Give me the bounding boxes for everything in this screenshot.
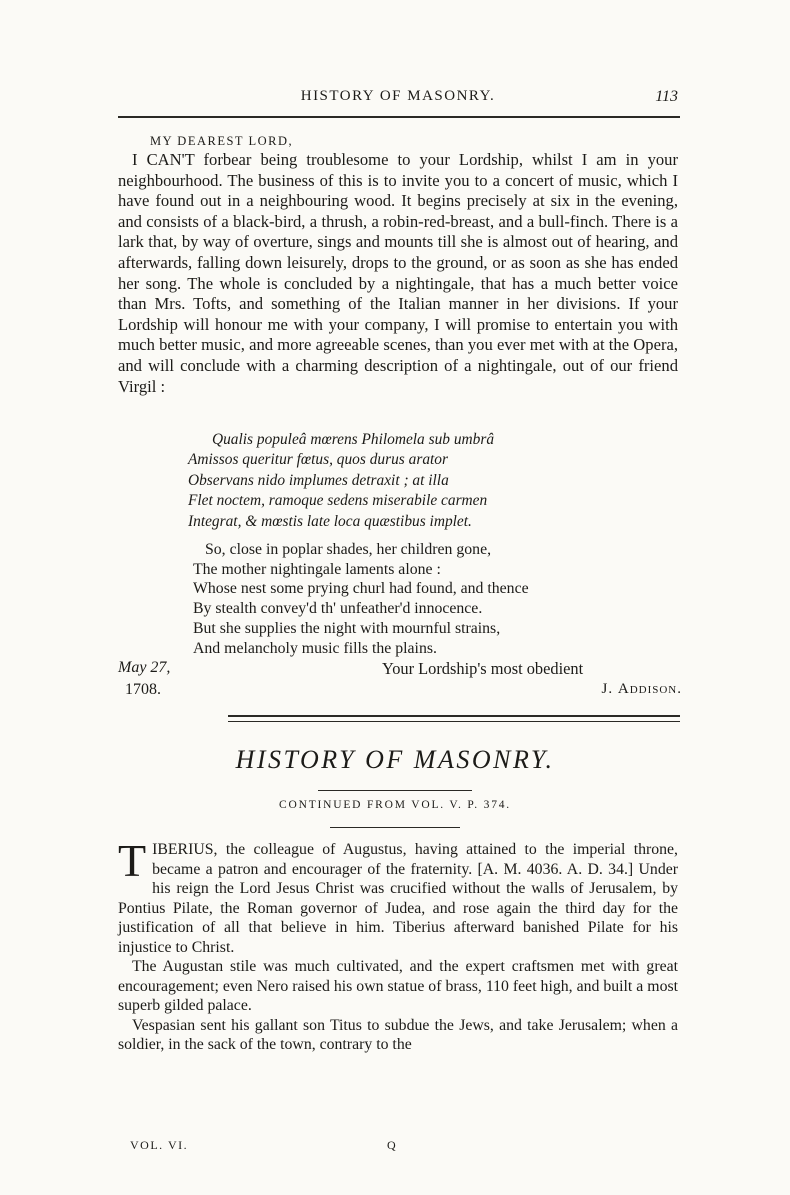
section-title: HISTORY OF MASONRY. — [235, 745, 555, 774]
continued-note: CONTINUED FROM VOL. V. P. 374. — [279, 799, 511, 811]
verse-line: But she supplies the night with mournful strains, — [193, 619, 501, 637]
page-number: 113 — [655, 88, 678, 105]
latin-line: Qualis populeâ mœrens Philomela sub umbrâ — [212, 431, 495, 448]
verse-line: The mother nightingale laments alone : — [193, 560, 441, 578]
paragraph-text: IBERIUS, the colleague of Augustus, having attained to the imperial throne, became a patron and encourager of the fraternity. [A. M. 4036. A. D. 34.] Under his reign the Lord Jesus Christ was crucified without the walls of Jerusalem, by Pontius Pilate, the Roman governor of Judea, and rose again the third day for the justification of all that believe in him. Tiberius afterward banished Pilate for his injustice to Christ. — [118, 841, 678, 956]
verse-line: By stealth convey'd th' unfeather'd innocence. — [193, 600, 483, 618]
body-paragraph: Vespasian sent his gallant son Titus to subdue the Jews, and take Jerusalem; when a soldier, in the sack of the town, contrary to the — [118, 1016, 678, 1053]
signature-name: Addison. — [617, 681, 682, 697]
header-rule — [118, 116, 680, 118]
drop-cap: T — [118, 835, 147, 886]
letter-date-day: May 27, — [118, 659, 171, 676]
latin-verse — [188, 430, 668, 532]
continued-rule — [330, 827, 460, 828]
latin-line: Integrat, & mœstis late loca quæstibus implet. — [188, 512, 472, 530]
page-footer — [130, 1138, 430, 1153]
letter-paragraph: I CAN'T forbear being troublesome to your Lordship, whilst I am in your neighbourhood. The business of this is to invite you to a concert of music, which I have found out in a neighbouring wood. It begins precisely at six in the evening, and consists of a black-bird, a thrush, a robin-red-breast, and a bull-finch. There is a lark that, by way of overture, sings and mounts till she is almost out of hearing, and afterwards, falling down leisurely, drops to the ground, or as soon as she has ended her song. The whole is concluded by a nightingale, that has a much better voice than Mrs. Tofts, and something of the Italian manner in her divisions. If your Lordship will honour me with your company, I will promise to entertain you with much better music, and more agreeable scenes, than you ever met with at the Opera, and will conclude with a charming description of a nightingale, out of our friend Virgil : — [118, 150, 678, 396]
body-paragraph: The Augustan stile was much cultivated, and the expert craftsmen met with great encouragement; even Nero raised his own statue of brass, 110 feet high, and built a most superb gilded palace. — [118, 958, 678, 1014]
letter-closing: Your Lordship's most obedient — [382, 659, 584, 678]
body-paragraph — [118, 835, 678, 957]
latin-line: Amissos queritur fœtus, quos durus arator — [188, 451, 448, 469]
letter-signature — [602, 681, 682, 698]
translation-verse — [193, 540, 673, 658]
running-head-title: HISTORY OF MASONRY. — [300, 88, 496, 104]
verse-line: So, close in poplar shades, her children gone, — [205, 541, 492, 558]
letter-date-year: 1708. — [125, 681, 161, 698]
signature-mark: Q — [387, 1138, 398, 1152]
letter-body — [118, 150, 678, 397]
title-underline — [318, 790, 472, 791]
running-head — [118, 88, 678, 112]
section-double-rule-top — [228, 715, 680, 717]
letter-salutation: MY DEAREST LORD, — [150, 134, 294, 148]
signature-initial: J. — [601, 681, 614, 697]
latin-line: Observans nido implumes detraxit ; at illa — [188, 471, 449, 489]
volume-label: VOL. VI. — [130, 1138, 189, 1152]
verse-line: Whose nest some prying churl had found, and thence — [193, 580, 529, 598]
latin-line: Flet noctem, ramoque sedens miserabile carmen — [188, 492, 488, 510]
section-body — [118, 835, 678, 1055]
verse-line: And melancholy music fills the plains. — [193, 639, 437, 657]
section-double-rule-bottom — [228, 721, 680, 722]
